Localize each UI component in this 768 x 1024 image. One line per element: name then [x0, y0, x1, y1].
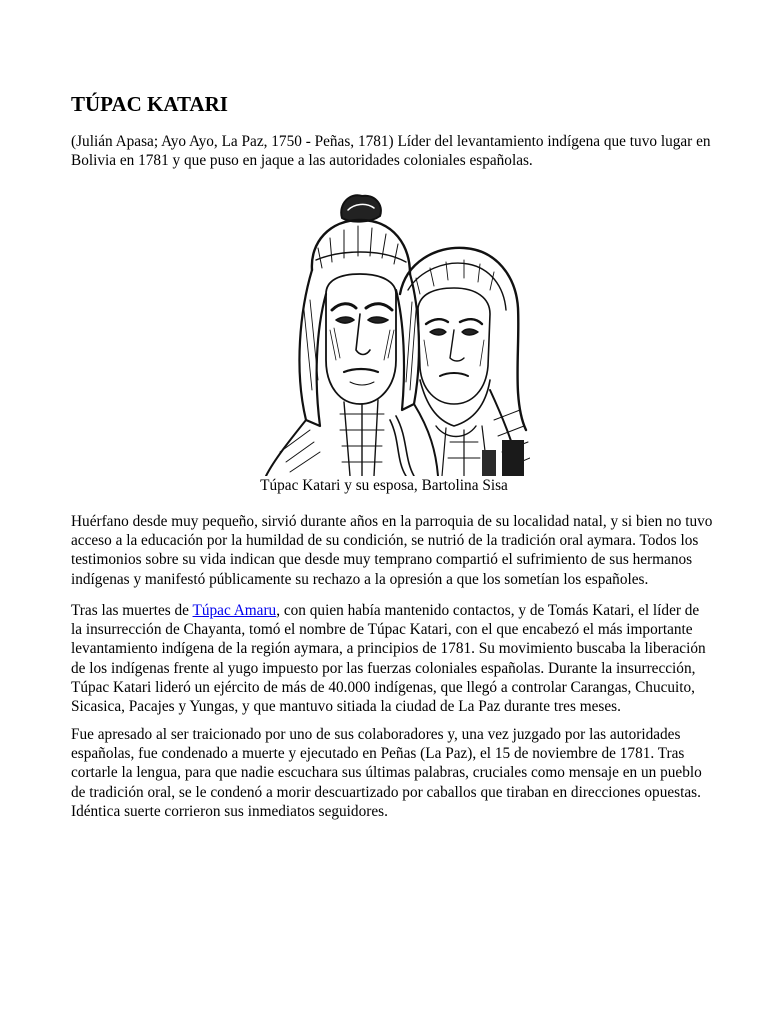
biography-paragraph-3: Fue apresado al ser traicionado por uno de sus colaboradores y, una vez juzgado por las autoridades españolas, fue condenado a muerte y ejecutado en Peñas (La Paz), el 15 de noviembre de 1781. Tras cortarle la lengua, para que nadie escuchara sus últimas palabras, cruciales como mensaje en un pueblo de tradición oral, se le condenó a morir descuartizado por caballos que tiraban en direcciones opuestas. Idéntica suerte corrieron sus inmediatos seguidores.: [71, 726, 702, 820]
biography-paragraph-2: [71, 601, 713, 716]
portrait-drawing: [250, 190, 530, 476]
page-title: TÚPAC KATARI: [71, 92, 228, 116]
paragraph-2-lead: Tras las muertes de: [71, 602, 193, 619]
figure-caption: Túpac Katari y su esposa, Bartolina Sisa: [260, 477, 508, 494]
tupac-amaru-link[interactable]: Túpac Amaru: [192, 602, 277, 619]
paragraph-2-body: , con quien había mantenido contactos, y de Tomás Katari, el líder de la insurrección de Chayanta, tomó el nombre de Túpac Katari, con el que encabezó el más importante levantamiento indígena de la región aymara, a principios de 1781. Su movimiento buscaba la liberación de los indígenas frente al yugo impuesto por las fuerzas coloniales españolas. Durante la insurrección, Túpac Katari lideró un ejército de más de 40.000 indígenas, que llegó a controlar Carangas, Chucuito, Sicasica, Pacajes y Yungas, y que mantuvo sitiada la ciudad de La Paz durante tres meses.: [71, 602, 706, 716]
biography-paragraph-1: Huérfano desde muy pequeño, sirvió durante años en la parroquia de su localidad natal, y si bien no tuvo acceso a la educación por la humildad de su condición, se nutrió de la tradición oral aymara. Todos los testimonios sobre su vida indican que desde muy temprano compartió el sufrimiento de sus hermanos indígenas y manifestó públicamente su rechazo a la opresión a que los sometían los españoles.: [71, 513, 713, 588]
portrait-illustration: [250, 190, 530, 476]
intro-paragraph: (Julián Apasa; Ayo Ayo, La Paz, 1750 - Peñas, 1781) Líder del levantamiento indígena que tuvo lugar en Bolivia en 1781 y que puso en jaque a las autoridades coloniales españolas.: [71, 133, 711, 170]
